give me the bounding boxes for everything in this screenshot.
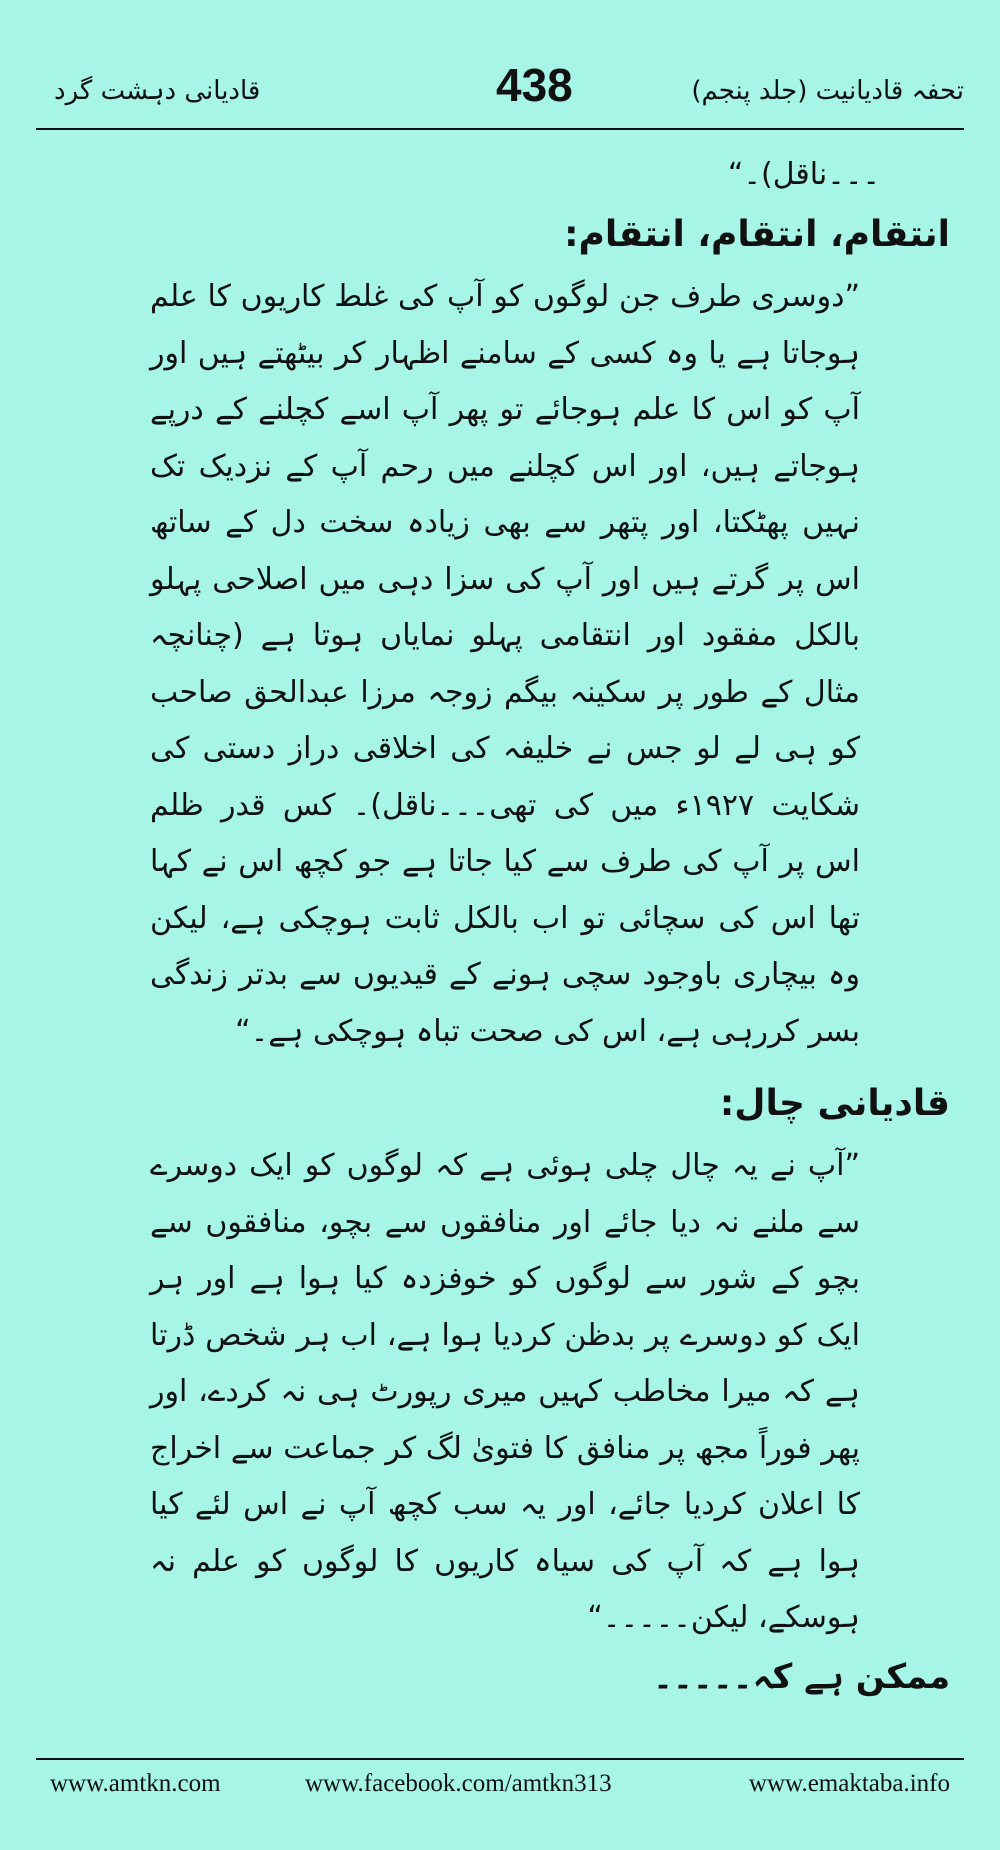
page-footer — [50, 1770, 950, 1810]
section-heading-revenge: انتقام، انتقام، انتقام: — [564, 214, 950, 255]
paragraph-revenge: ”دوسری طرف جن لوگوں کو آپ کی غلط کاریوں کا علم ہوجاتا ہے یا وہ کسی کے سامنے اظہار کر بیٹھتے ہیں اور آپ کو اس کا علم ہوجائے تو پھر آپ اسے کچلنے کے درپے ہوجاتے ہیں، اور اس کچلنے میں رحم آپ کے نزدیک تک نہیں پھٹکتا، اور پتھر سے بھی زیادہ سخت دل کے ساتھ اس پر گرتے ہیں اور آپ کی سزا دہی میں اصلاحی پہلو بالکل مفقود اور انتقامی پہلو نمایاں ہوتا ہے (چنانچہ مثال کے طور پر سکینہ بیگم زوجہ مرزا عبدالحق صاحب کو ہی لے لو جس نے خلیفہ کی اخلاقی دراز دستی کی شکایت ۱۹۲۷ء میں کی تھی۔۔۔ناقل)۔ کس قدر ظلم اس پر آپ کی طرف سے کیا جاتا ہے جو کچھ اس نے کہا تھا اس کی سچائی تو اب بالکل ثابت ہوچکی ہے، لیکن وہ بیچاری باوجود سچی ہونے کے قیدیوں سے بدتر زندگی بسر کررہی ہے، اس کی صحت تباہ ہوچکی ہے۔“ — [150, 279, 860, 1049]
closing-line: ممکن ہے کہ۔۔۔۔۔ — [652, 1656, 950, 1697]
page-body — [60, 145, 950, 1707]
header-book-title: تحفہ قادیانیت (جلد پنجم) — [691, 76, 964, 106]
header-divider — [36, 128, 964, 130]
page-number: 438 — [496, 59, 573, 111]
footer-link-emaktaba[interactable]: www.emaktaba.info — [748, 1770, 950, 1797]
section-heading-qadiani-trick: قادیانی چال: — [719, 1083, 950, 1124]
header-running-title: قادیانی دہشت گرد — [54, 76, 261, 106]
footer-link-amtkn[interactable]: www.amtkn.com — [50, 1770, 221, 1797]
paragraph-qadiani-trick: ”آپ نے یہ چال چلی ہوئی ہے کہ لوگوں کو ایک دوسرے سے ملنے نہ دیا جائے اور منافقوں سے بچو، منافقوں سے بچو کے شور سے لوگوں کو خوفزدہ کیا ہوا ہے اور ہر ایک کو دوسرے پر بدظن کردیا ہوا ہے، اب ہر شخص ڈرتا ہے کہ میرا مخاطب کہیں میری رپورٹ ہی نہ کردے، اور پھر فوراً مجھ پر منافق کا فتویٰ لگ کر جماعت سے اخراج کا اعلان کردیا جائے، اور یہ سب کچھ آپ نے اس لئے کیا ہوا ہے کہ آپ کی سیاہ کاریوں کا لوگوں کو علم نہ ہوسکے، لیکن۔۔۔۔۔“ — [150, 1148, 860, 1635]
footer-divider — [36, 1758, 964, 1760]
footer-link-facebook[interactable]: www.facebook.com/amtkn313 — [305, 1770, 612, 1797]
quote-end-line: ۔۔۔ناقل)۔“ — [727, 157, 880, 192]
page-header — [36, 58, 964, 118]
